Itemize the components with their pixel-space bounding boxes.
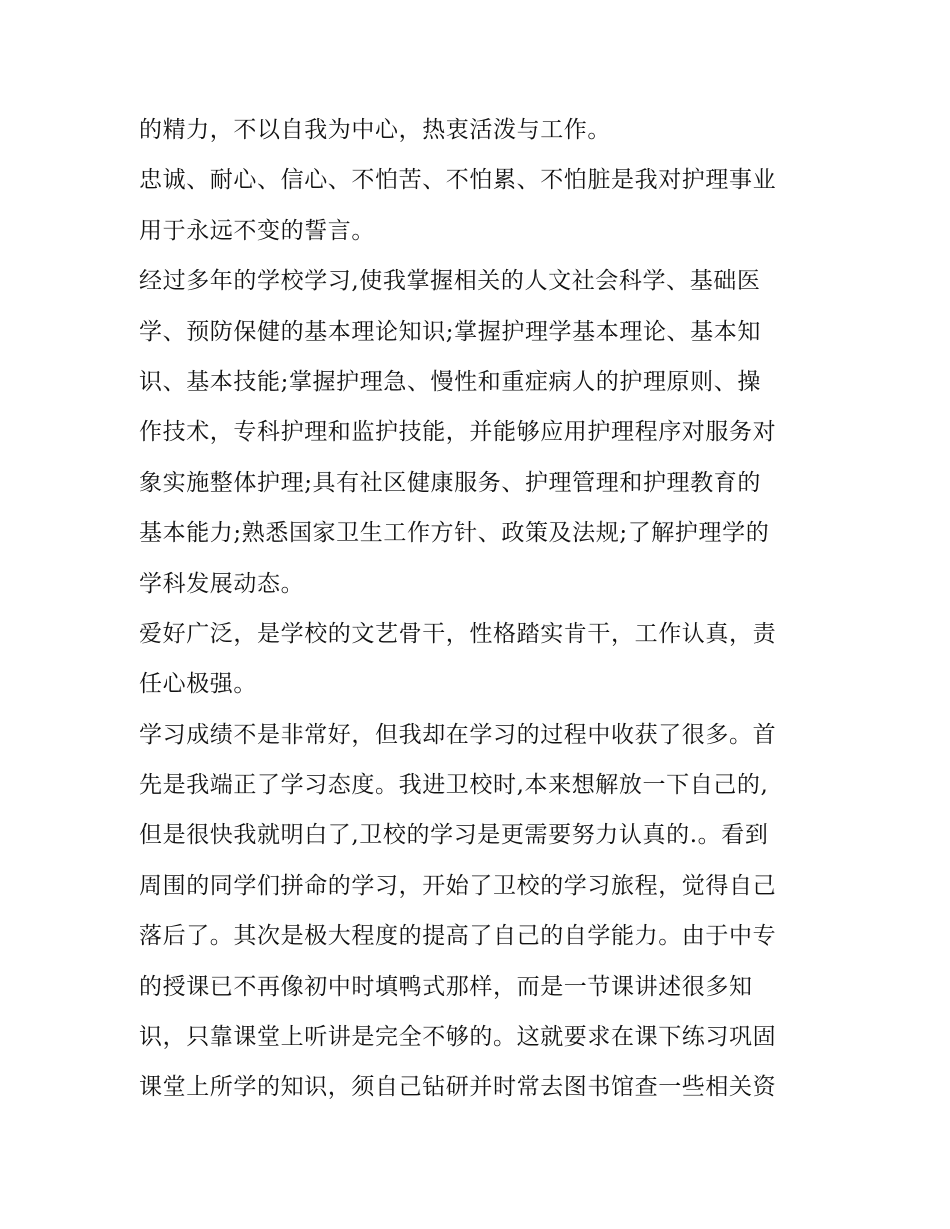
text-line: 基本能力;熟悉国家卫生工作方针、政策及法规;了解护理学的 [139, 520, 770, 547]
text-line: 爱好广泛，是学校的文艺骨干，性格踏实肯干，工作认真，责 [139, 620, 777, 647]
text-line: 学科发展动态。 [139, 570, 305, 597]
text-line: 识、基本技能;掌握护理急、慢性和重症病人的护理原则、操 [139, 368, 761, 395]
text-line: 用于永远不变的誓言。 [139, 217, 375, 244]
text-line: 学、预防保健的基本理论知识;掌握护理学基本理论、基本知 [139, 318, 761, 345]
text-line: 作技术，专科护理和监护技能，并能够应用护理程序对服务对 [139, 419, 777, 446]
text-line: 象实施整体护理;具有社区健康服务、护理管理和护理教育的 [139, 469, 761, 496]
text-line: 识，只靠课堂上听讲是完全不够的。这就要求在课下练习巩固 [139, 1024, 777, 1051]
text-line: 忠诚、耐心、信心、不怕苦、不怕累、不怕脏是我对护理事业 [139, 167, 777, 194]
text-line: 先是我端正了学习态度。我进卫校时,本来想解放一下自己的, [139, 772, 769, 799]
text-line: 经过多年的学校学习,使我掌握相关的人文社会科学、基础医 [139, 268, 761, 295]
text-line: 落后了。其次是极大程度的提高了自己的自学能力。由于中专 [139, 923, 777, 950]
text-line: 的精力，不以自我为中心，热衷活泼与工作。 [139, 117, 611, 143]
text-line: 但是很快我就明白了,卫校的学习是更需要努力认真的.。看到 [139, 822, 769, 849]
text-line: 的授课已不再像初中时填鸭式那样，而是一节课讲述很多知 [139, 973, 753, 1000]
text-line: 周围的同学们拼命的学习，开始了卫校的学习旅程，觉得自己 [139, 872, 777, 899]
text-line: 任心极强。 [139, 671, 257, 698]
text-line: 学习成绩不是非常好，但我却在学习的过程中收获了很多。首 [139, 721, 777, 748]
text-line: 课堂上所学的知识，须自己钻研并时常去图书馆查一些相关资 [139, 1074, 777, 1101]
body-text [139, 105, 819, 1113]
